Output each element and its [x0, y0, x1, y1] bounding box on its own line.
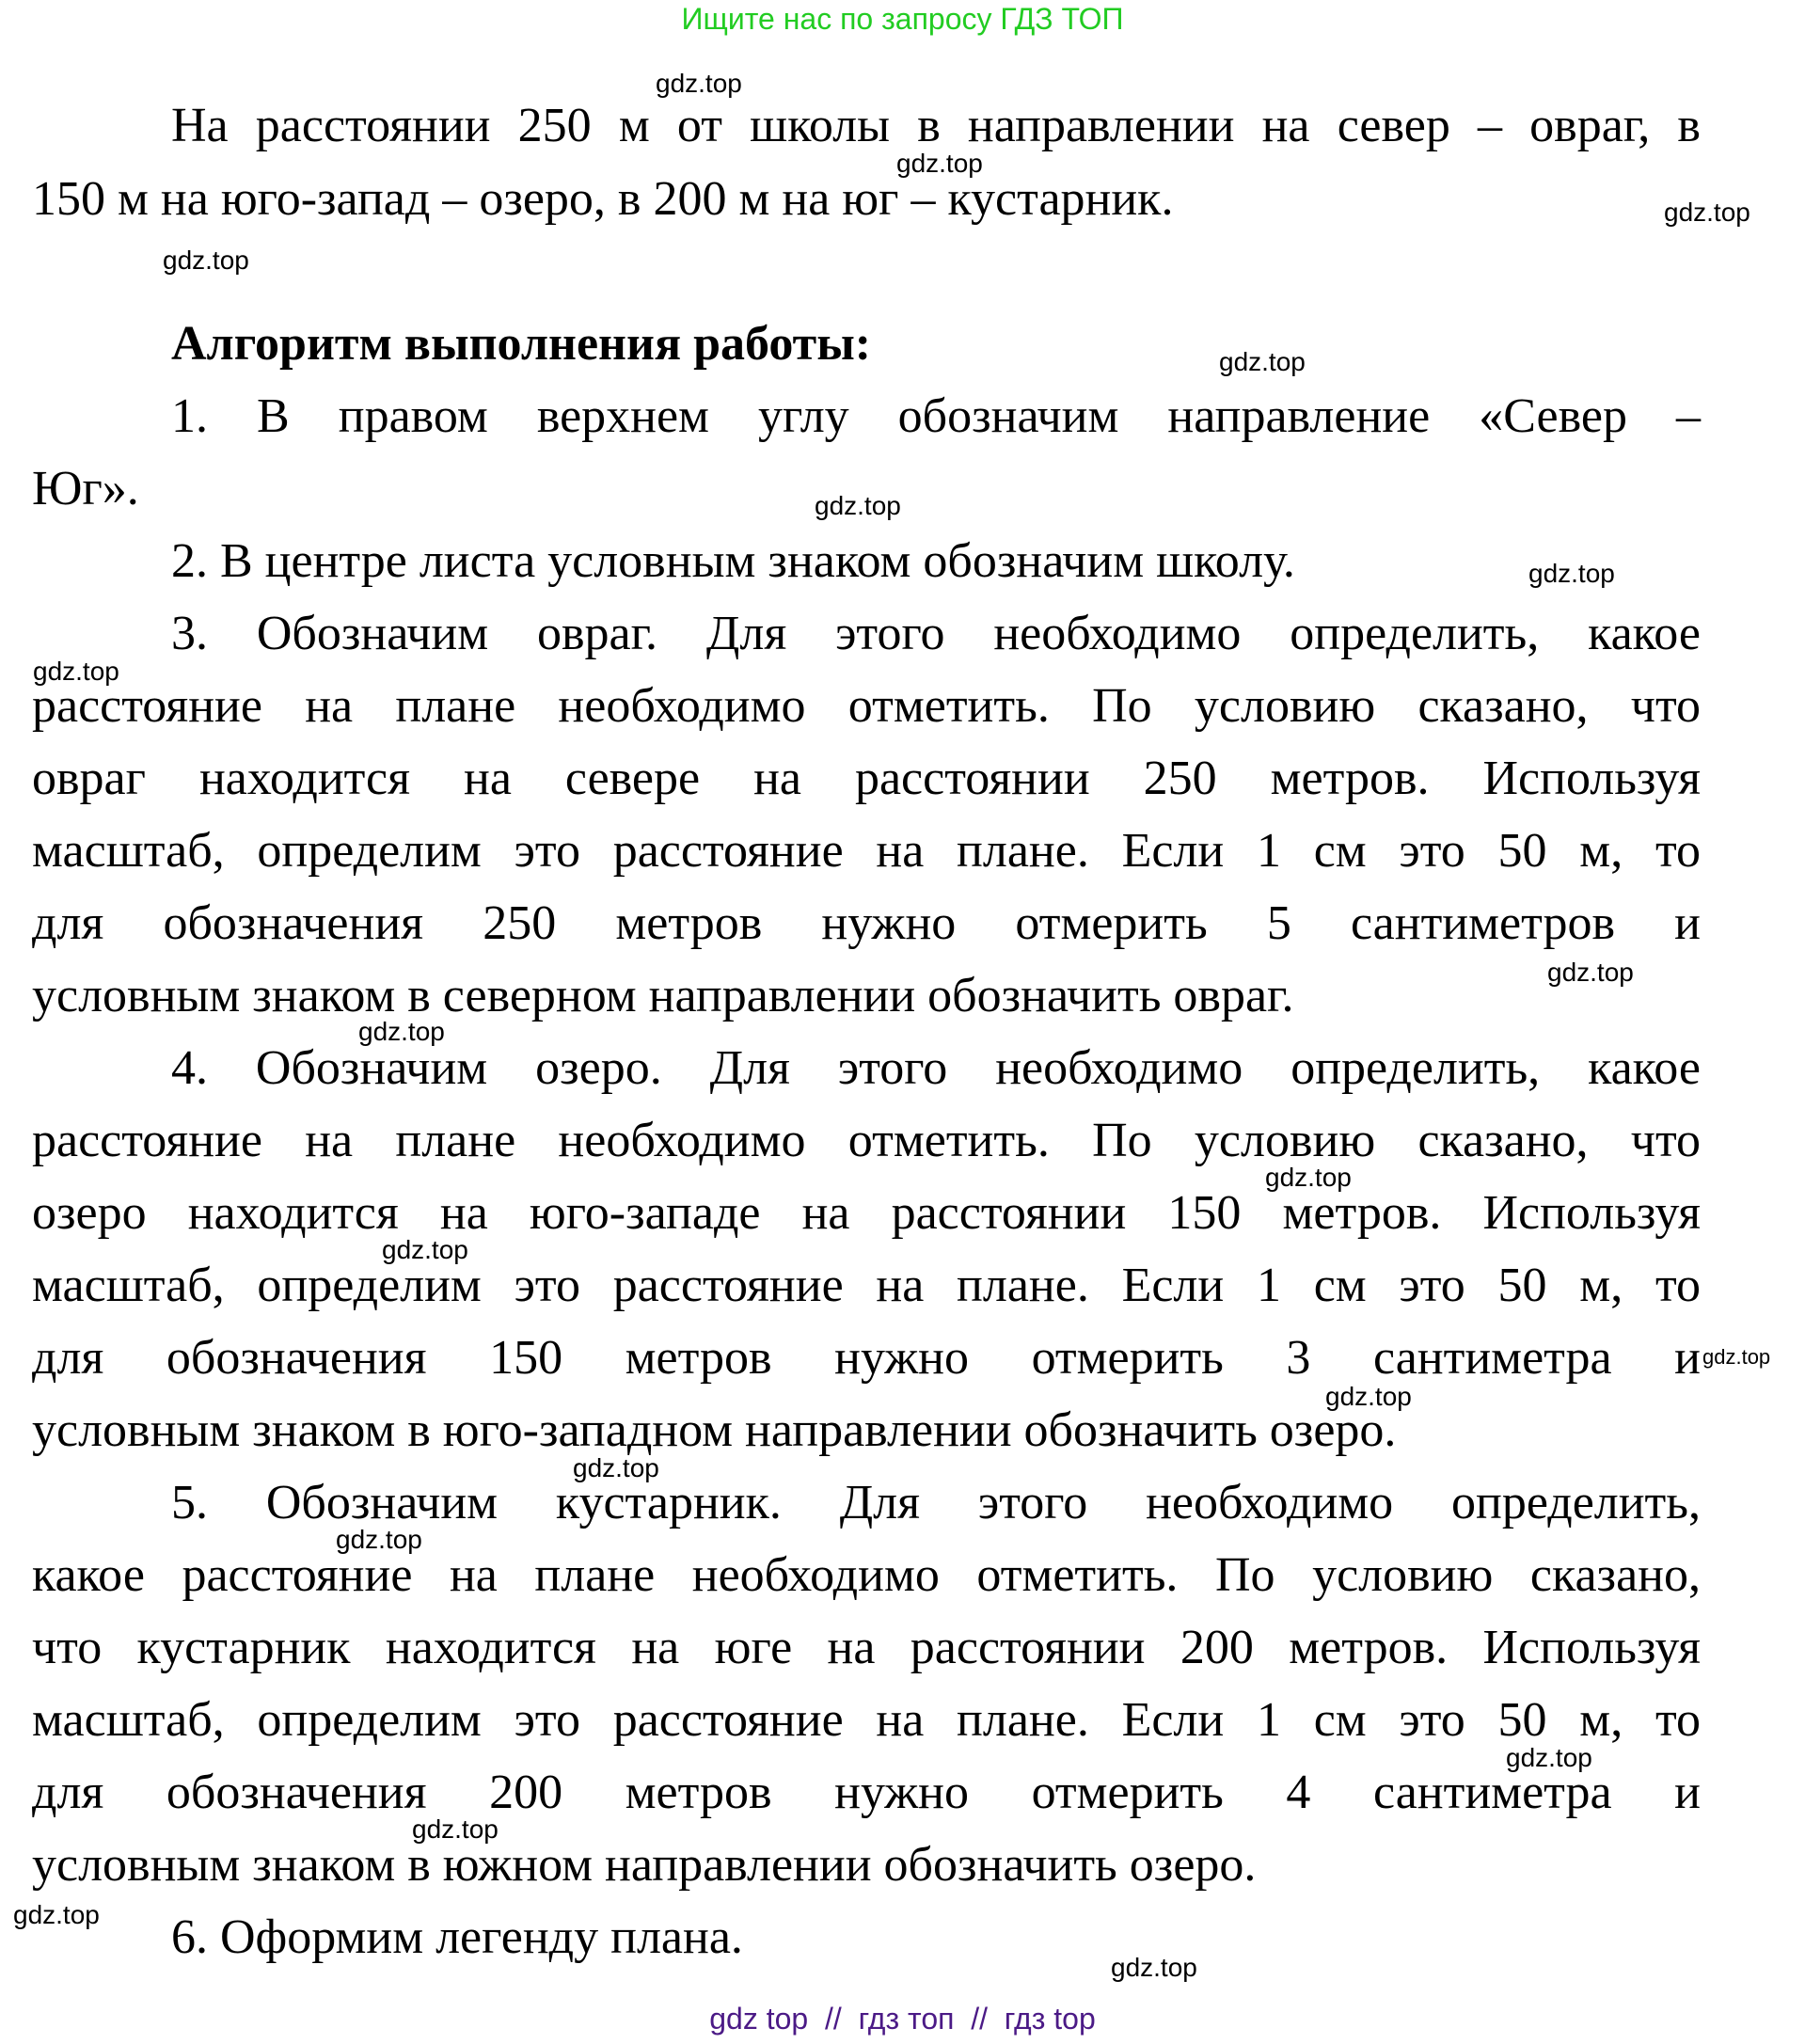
text-line: условным знаком в северном направлении обозначить овраг.	[32, 969, 1294, 1022]
text-line: 6. Оформим легенду плана.	[171, 1910, 743, 1964]
text-line: 2. В центре листа условным знаком обозначим школу.	[171, 534, 1295, 588]
text-line: расстояние на плане необходимо отметить. По условию сказано, что	[32, 1114, 1701, 1167]
watermark-text: gdz.top	[13, 1900, 100, 1929]
watermark-text: gdz.top	[1219, 347, 1306, 376]
watermark-text: gdz.top	[33, 657, 119, 686]
text-line: какое расстояние на плане необходимо отметить. По условию сказано,	[32, 1548, 1701, 1602]
watermark-text: gdz.top	[1664, 198, 1750, 227]
text-line: Юг».	[32, 462, 139, 515]
text-line: масштаб, определим это расстояние на плане. Если 1 см это 50 м, то	[32, 824, 1701, 878]
watermark-text: gdz.top	[1702, 1345, 1771, 1369]
watermark-text: gdz.top	[163, 246, 249, 275]
watermark-text: gdz.top	[336, 1525, 422, 1554]
text-line: овраг находится на севере на расстоянии 250 метров. Используя	[32, 752, 1701, 805]
watermark-text: gdz.top	[573, 1453, 659, 1482]
text-line: На расстоянии 250 м от школы в направлении на север – овраг, в	[171, 99, 1701, 152]
watermark-text: gdz.top	[358, 1017, 445, 1046]
text-line: для обозначения 200 метров нужно отмерить 4 сантиметра и	[32, 1766, 1701, 1819]
text-line: 150 м на юго-запад – озеро, в 200 м на юг – кустарник.	[32, 172, 1174, 226]
text-line: что кустарник находится на юге на расстоянии 200 метров. Используя	[32, 1621, 1701, 1674]
watermark-text: gdz.top	[1265, 1163, 1352, 1192]
watermark-text: gdz.top	[656, 69, 742, 98]
watermark-text: gdz.top	[896, 149, 983, 178]
text-line: условным знаком в южном направлении обозначить озеро.	[32, 1838, 1257, 1892]
watermark-text: gdz.top	[1111, 1953, 1197, 1982]
text-line: 1. В правом верхнем углу обозначим направление «Север –	[171, 389, 1701, 443]
watermark-text: gdz.top	[1506, 1743, 1592, 1772]
text-line: масштаб, определим это расстояние на плане. Если 1 см это 50 м, то	[32, 1693, 1701, 1747]
text-line: 3. Обозначим овраг. Для этого необходимо определить, какое	[171, 607, 1701, 660]
text-line: для обозначения 250 метров нужно отмерить 5 сантиметров и	[32, 896, 1701, 950]
text-line: расстояние на плане необходимо отметить. По условию сказано, что	[32, 679, 1701, 733]
watermark-text: gdz.top	[1528, 559, 1615, 588]
watermark-text: gdz.top	[815, 491, 901, 520]
watermark-text: gdz.top	[1547, 958, 1634, 987]
text-line: озеро находится на юго-западе на расстоянии 150 метров. Используя	[32, 1186, 1701, 1240]
text-line: условным знаком в юго-западном направлении обозначить озеро.	[32, 1403, 1397, 1457]
watermark-text: gdz.top	[1325, 1382, 1412, 1411]
search-banner: Ищите нас по запросу ГДЗ ТОП	[681, 2, 1124, 36]
text-line: для обозначения 150 метров нужно отмерить 3 сантиметра и	[32, 1331, 1701, 1385]
text-line: 4. Обозначим озеро. Для этого необходимо определить, какое	[171, 1041, 1701, 1095]
section-heading: Алгоритм выполнения работы:	[171, 317, 872, 371]
watermark-text: gdz.top	[412, 1814, 499, 1844]
text-line: масштаб, определим это расстояние на плане. Если 1 см это 50 м, то	[32, 1259, 1701, 1312]
text-line: 5. Обозначим кустарник. Для этого необходимо определить,	[171, 1476, 1701, 1529]
footer-banner: gdz top // гдз топ // гдз top	[709, 2002, 1096, 2036]
watermark-text: gdz.top	[382, 1235, 468, 1264]
